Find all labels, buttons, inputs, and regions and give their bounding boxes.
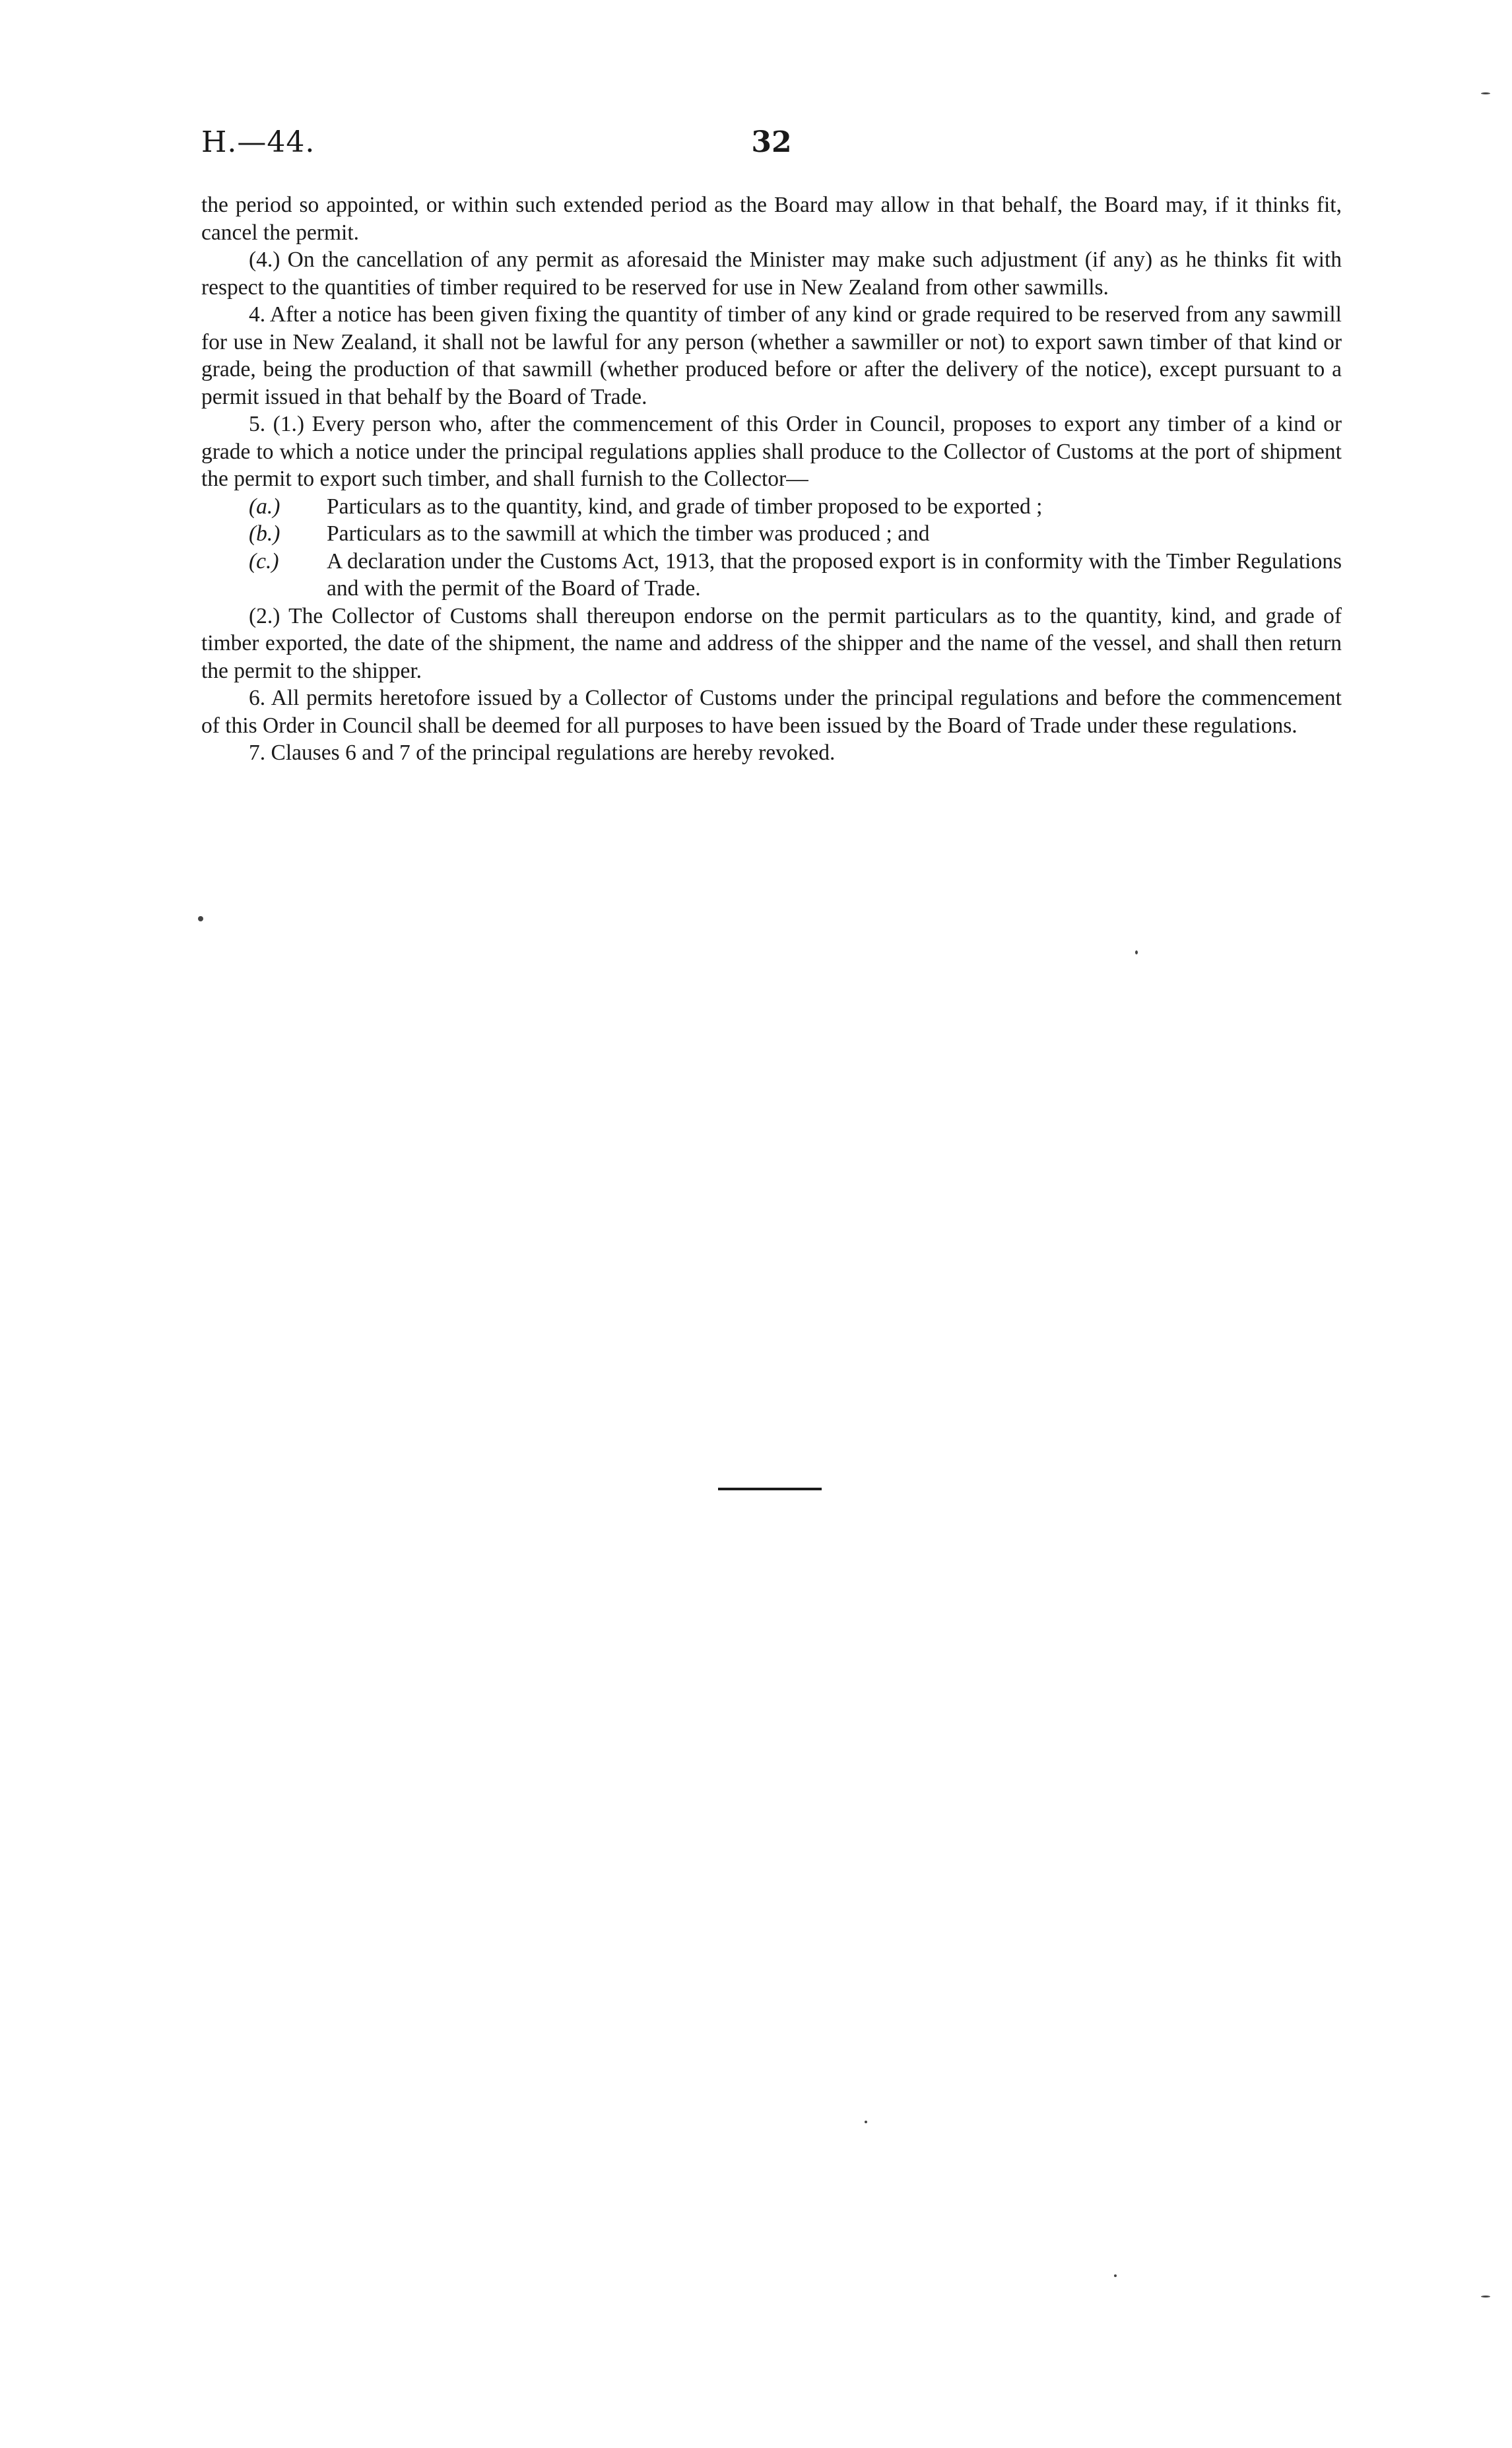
- paragraph-clause-7: 7. Clauses 6 and 7 of the principal regulations are hereby revoked.: [249, 741, 836, 765]
- scan-speck: [198, 916, 203, 921]
- list-item-text: A declaration under the Customs Act, 1913, that the proposed export is in conformity with the Timber Regulations and with the permit of the Board of Trade.: [327, 548, 1342, 601]
- page-number: 32: [751, 125, 792, 159]
- list-item: [201, 520, 1342, 548]
- page-header: [201, 125, 1342, 165]
- list-item-label: (a.): [249, 494, 280, 519]
- scan-speck: [1135, 950, 1138, 954]
- scan-speck: [1481, 92, 1490, 94]
- document-reference: H.—44.: [201, 125, 315, 159]
- scan-speck: [1481, 2296, 1490, 2298]
- paragraph-clause-5-1: 5. (1.) Every person who, after the commencement of this Order in Council, proposes to export any timber of a kind or grade to which a notice under the principal regulations applies shall produce to the Collector of Customs at the port of shipment the permit to export such timber, and shall furnish to the Collector—: [201, 412, 1342, 491]
- body-text: [201, 191, 1342, 767]
- scan-speck: [865, 2121, 867, 2123]
- paragraph-clause-6: 6. All permits heretofore issued by a Collector of Customs under the principal regulations and before the commencement of this Order in Council shall be deemed for all purposes to have been issued by the Board of Trade under these regulations.: [201, 686, 1342, 738]
- paragraph-clause-5-2: (2.) The Collector of Customs shall thereupon endorse on the permit particulars as to the quantity, kind, and grade of timber exported, the date of the shipment, the name and address of the shipper and the name of the vessel, and shall then return the permit to the shipper.: [201, 603, 1342, 683]
- paragraph-clause-3-4: (4.) On the cancellation of any permit as aforesaid the Minister may make such adjustment (if any) as he thinks fit with respect to the quantities of timber required to be reserved for use in New Zealand from other sawmills.: [201, 248, 1342, 300]
- paragraph-clause-4: 4. After a notice has been given fixing the quantity of timber of any kind or grade required to be reserved from any sawmill for use in New Zealand, it shall not be lawful for any person (whether a sawmiller or not) to export sawn timber of that kind or grade, being the production of that sawmill (whether produced before or after the delivery of the notice), except pursuant to a permit issued in that behalf by the Board of Trade.: [201, 302, 1342, 409]
- paragraph-continuation: the period so appointed, or within such extended period as the Board may allow in that behalf, the Board may, if it thinks fit, cancel the permit.: [201, 193, 1342, 245]
- list-item-text: Particulars as to the sawmill at which the timber was produced ; and: [327, 521, 930, 546]
- list-item-label: (c.): [249, 548, 279, 574]
- list-item-label: (b.): [249, 521, 280, 546]
- scan-speck: [1114, 2274, 1117, 2277]
- end-rule-divider: [718, 1488, 822, 1490]
- list-item: [201, 493, 1342, 521]
- list-item: [201, 548, 1342, 603]
- list-item-text: Particulars as to the quantity, kind, and grade of timber proposed to be exported ;: [327, 494, 1043, 519]
